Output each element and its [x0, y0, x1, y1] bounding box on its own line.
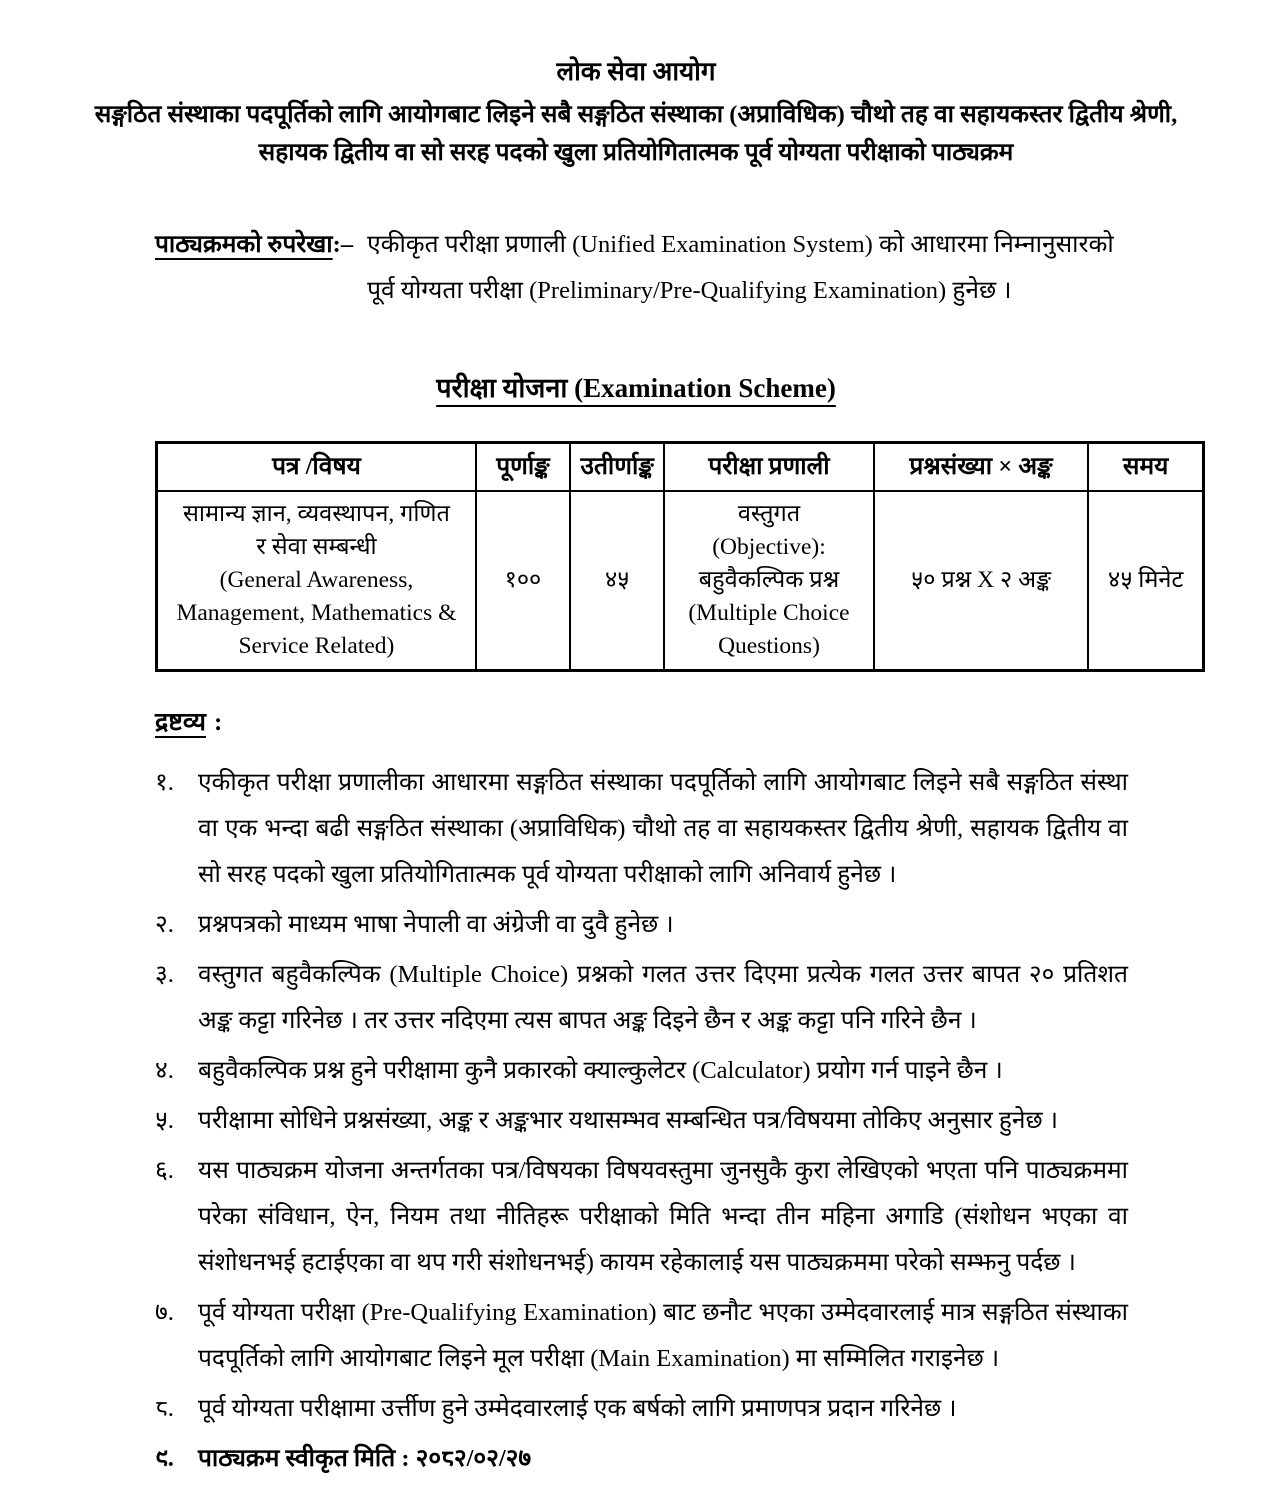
subject-line-1: सामान्य ज्ञान, व्यवस्थापन, गणित [183, 501, 450, 527]
note-item-9-approval-date [155, 1436, 1128, 1482]
document-subtitle-line-2: सहायक द्वितीय वा सो सरह पदको खुला प्रतियोगितात्मक पूर्व योग्यता परीक्षाको पाठ्यक्रम [258, 139, 1014, 166]
note-number: ७. [155, 1299, 174, 1326]
column-header-questions-marks: प्रश्नसंख्या × अङ्क [874, 443, 1089, 492]
exam-system-line-2: (Objective): [712, 534, 826, 560]
cell-exam-system [664, 491, 873, 671]
note-text: एकीकृत परीक्षा प्रणालीका आधारमा सङ्गठित संस्थाका पदपूर्तिको लागि आयोगबाट लिइने सबै सङ्गठित संस्था वा एक भन्दा बढी सङ्गठित संस्थाका (अप्राविधिक) चौथो तह वा सहायकस्तर द्वितीय श्रेणी, सहायक द्वितीय वा सो सरह पदको खुला प्रतियोगितात्मक पूर्व योग्यता परीक्षाको लागि अनिवार्य हुनेछ । [198, 769, 1128, 888]
column-header-exam-system: परीक्षा प्रणाली [664, 443, 873, 492]
cell-full-marks: १०० [476, 491, 570, 671]
note-item-3 [155, 952, 1128, 1044]
table-row [157, 491, 1204, 671]
column-header-time: समय [1088, 443, 1203, 492]
note-number: ३. [155, 961, 174, 988]
organization-title: लोक सेवा आयोग [556, 57, 716, 86]
document-subtitle-line-1: सङ्गठित संस्थाका पदपूर्तिको लागि आयोगबाट लिइने सबै सङ्गठित संस्थाका (अप्राविधिक) चौथो तह वा सहायकस्तर द्वितीय श्रेणी, [94, 101, 1178, 128]
outline-label-text: पाठ्यक्रमको रुपरेखा [155, 231, 333, 258]
cell-pass-marks: ४५ [570, 491, 664, 671]
subject-line-2: र सेवा सम्बन्धी [256, 534, 377, 560]
cell-subject [157, 491, 476, 671]
notes-section [155, 704, 1128, 1482]
column-header-subject: पत्र /विषय [157, 443, 476, 492]
note-item-2 [155, 902, 1128, 948]
note-item-5 [155, 1098, 1128, 1144]
note-number: १. [155, 769, 174, 796]
exam-system-line-5: Questions) [718, 633, 820, 659]
notes-heading-colon: : [213, 709, 223, 736]
note-number: ९. [155, 1445, 174, 1472]
outline-label [155, 222, 353, 268]
note-number: ८. [155, 1395, 174, 1422]
note-text: बहुवैकल्पिक प्रश्न हुने परीक्षामा कुनै प्रकारको क्याल्कुलेटर (Calculator) प्रयोग गर्न पाइने छैन । [198, 1057, 1003, 1084]
note-item-6 [155, 1148, 1128, 1286]
subject-line-3: (General Awareness, [219, 567, 414, 593]
notes-heading-text: द्रष्टव्य [155, 709, 206, 736]
column-header-pass-marks: उतीर्णाङ्क [570, 443, 664, 492]
examination-scheme-heading [0, 368, 1272, 405]
examination-scheme-table [155, 441, 1205, 672]
note-text: पूर्व योग्यता परीक्षामा उर्त्तीण हुने उम्मेदवारलाई एक बर्षको लागि प्रमाणपत्र प्रदान गरिनेछ । [198, 1395, 957, 1422]
note-number: ५. [155, 1107, 174, 1134]
note-text: परीक्षामा सोधिने प्रश्नसंख्या, अङ्क र अङ्कभार यथासम्भव सम्बन्धित पत्र/विषयमा तोकिए अनुसार हुनेछ । [198, 1107, 1059, 1134]
notes-heading [155, 704, 1128, 738]
exam-system-line-1: वस्तुगत [737, 501, 801, 527]
table-header-row [157, 443, 1204, 492]
note-item-4 [155, 1048, 1128, 1094]
note-item-7 [155, 1290, 1128, 1382]
syllabus-outline-section [155, 222, 1132, 314]
examination-scheme-heading-text: परीक्षा योजना (Examination Scheme) [436, 373, 836, 403]
subject-line-4: Management, Mathematics & [176, 600, 457, 626]
note-item-8 [155, 1386, 1128, 1432]
cell-questions-marks: ५० प्रश्न X २ अङ्क [874, 491, 1089, 671]
outline-paragraph [367, 222, 1114, 314]
note-number: २. [155, 911, 174, 938]
note-text: वस्तुगत बहुवैकल्पिक (Multiple Choice) प्रश्नको गलत उत्तर दिएमा प्रत्येक गलत उत्तर बापत २० प्रतिशत अङ्क कट्टा गरिनेछ । तर उत्तर नदिएमा त्यस बापत अङ्क दिइने छैन र अङ्क कट्टा पनि गरिने छैन । [198, 961, 1128, 1034]
column-header-full-marks: पूर्णाङ्क [476, 443, 570, 492]
cell-time: ४५ मिनेट [1088, 491, 1203, 671]
note-text: पाठ्यक्रम स्वीकृत मिति : २०८२/०२/२७ [198, 1445, 532, 1472]
subject-line-5: Service Related) [238, 633, 395, 659]
notes-list [155, 760, 1128, 1482]
outline-line-1: एकीकृत परीक्षा प्रणाली (Unified Examination System) को आधारमा निम्नानुसारको [367, 231, 1114, 258]
outline-label-separator: :– [332, 231, 354, 258]
exam-system-line-4: (Multiple Choice [688, 600, 850, 626]
exam-system-line-3: बहुवैकल्पिक प्रश्न [698, 567, 840, 593]
note-item-1 [155, 760, 1128, 898]
note-number: ६. [155, 1157, 174, 1184]
note-text: प्रश्नपत्रको माध्यम भाषा नेपाली वा अंग्रेजी वा दुवै हुनेछ । [198, 911, 674, 938]
note-number: ४. [155, 1057, 174, 1084]
note-text: पूर्व योग्यता परीक्षा (Pre-Qualifying Examination) बाट छनौट भएका उम्मेदवारलाई मात्र सङ्गठित संस्थाका पदपूर्तिको लागि आयोगबाट लिइने मूल परीक्षा (Main Examination) मा सम्मिलित गराइनेछ । [198, 1299, 1128, 1372]
document-header [0, 0, 1272, 172]
outline-line-2: पूर्व योग्यता परीक्षा (Preliminary/Pre-Qualifying Examination) हुनेछ । [367, 277, 1012, 304]
note-text: यस पाठ्यक्रम योजना अन्तर्गतका पत्र/विषयका विषयवस्तुमा जुनसुकै कुरा लेखिएको भएता पनि पाठ्यक्रममा परेका संविधान, ऐन, नियम तथा नीतिहरू परीक्षाको मिति भन्दा तीन महिना अगाडि (संशोधन भएका वा संशोधनभई हटाईएका वा थप गरी संशोधनभई) कायम रहेकालाई यस पाठ्यक्रममा परेको सम्झनु पर्दछ । [198, 1157, 1128, 1276]
